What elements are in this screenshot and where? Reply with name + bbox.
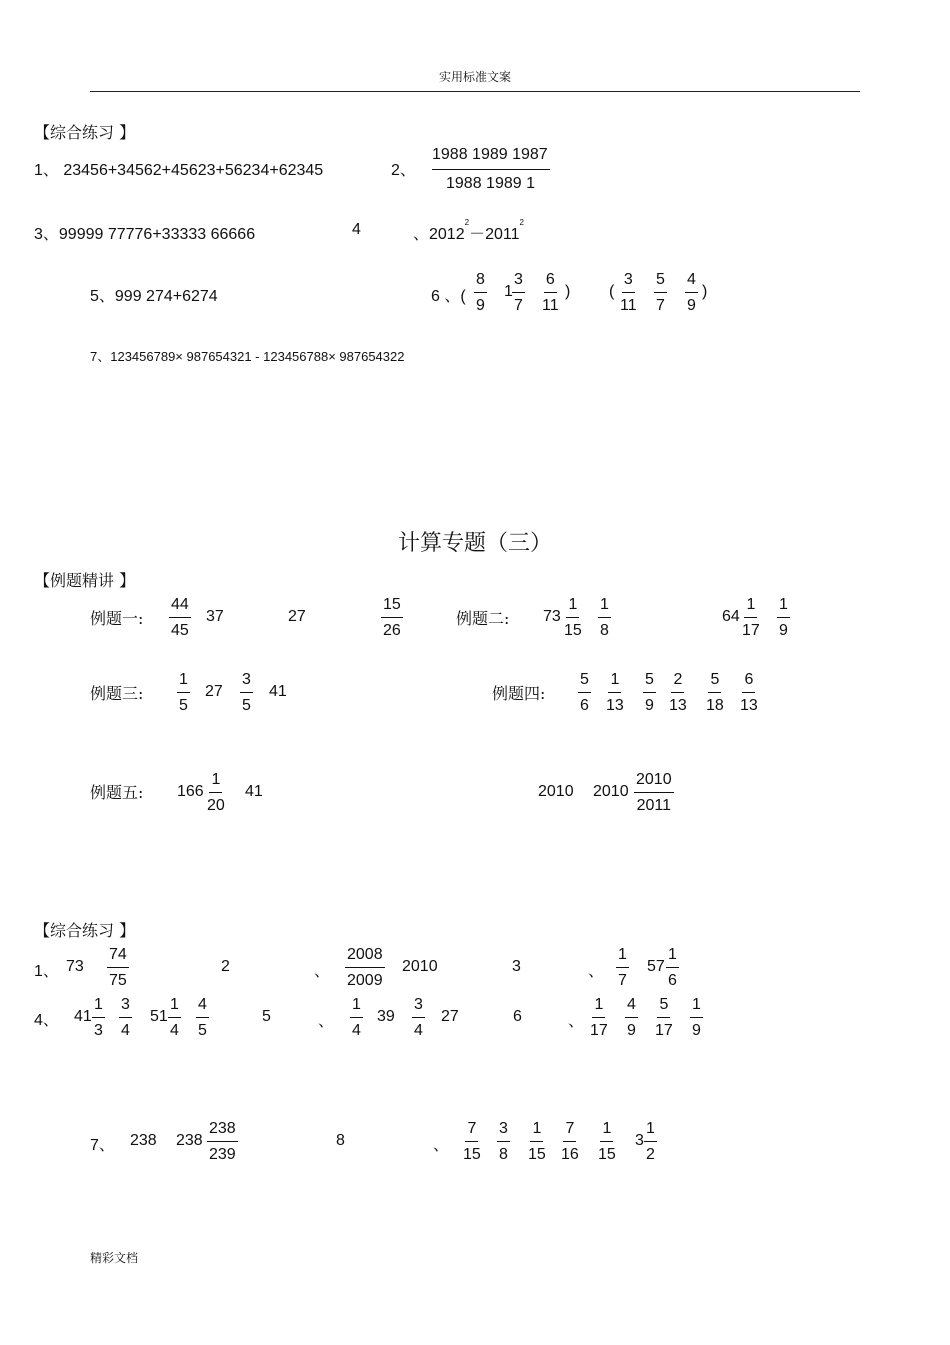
fraction-denominator: 2011 <box>636 797 671 814</box>
fraction-denominator: 15 <box>463 1146 481 1163</box>
fraction-numerator: 4 <box>196 995 209 1018</box>
fraction <box>119 995 132 1041</box>
number: 27 <box>288 608 306 625</box>
fraction-numerator: 238 <box>207 1119 238 1142</box>
fraction-numerator: 5 <box>657 995 670 1018</box>
problem-5: 5、999 274+6274 <box>90 288 218 305</box>
fraction <box>345 945 385 991</box>
fraction-denominator: 4 <box>170 1022 179 1039</box>
problem-6-label: 6 、( <box>431 288 466 305</box>
fraction <box>168 995 181 1041</box>
fraction-denominator: 15 <box>598 1146 616 1163</box>
fraction-numerator: 3 <box>119 995 132 1018</box>
question-2-label: 2 <box>221 958 230 975</box>
fraction-numerator: 2 <box>671 670 684 693</box>
fraction-numerator: 1 <box>92 995 105 1018</box>
fraction <box>177 670 190 716</box>
example-4-label: 例题四: <box>492 684 546 703</box>
fraction-denominator: 8 <box>499 1146 508 1163</box>
fraction-denominator: 20 <box>207 797 225 814</box>
fraction-numerator: 1 <box>530 1119 543 1142</box>
page-header: 实用标准文案 <box>438 70 511 84</box>
fraction-numerator: 1 <box>744 595 757 618</box>
fraction-denominator: 2 <box>646 1146 655 1163</box>
fraction <box>92 995 105 1041</box>
fraction-denominator: 13 <box>740 697 758 714</box>
number: 27 <box>441 1008 459 1025</box>
close-paren: ) <box>702 283 708 300</box>
fraction <box>561 1119 579 1165</box>
fraction-numerator: 3 <box>412 995 425 1018</box>
open-paren: ( <box>609 283 615 300</box>
fraction <box>578 670 591 716</box>
problem-4-label: 4 <box>352 221 361 238</box>
fraction-denominator: 15 <box>528 1146 546 1163</box>
fraction <box>598 595 611 641</box>
fraction-numerator: 8 <box>474 270 487 293</box>
fraction-numerator: 1988 1989 1987 <box>432 145 550 170</box>
fraction-numerator: 3 <box>622 270 635 293</box>
number: 238 <box>130 1132 157 1149</box>
fraction-numerator: 4 <box>625 995 638 1018</box>
question-4-label: 4、 <box>34 1012 59 1029</box>
fraction-numerator: 1 <box>598 595 611 618</box>
fraction <box>690 995 703 1041</box>
fraction-numerator: 2008 <box>345 945 385 968</box>
number: 37 <box>206 608 224 625</box>
fraction <box>590 995 608 1041</box>
fraction <box>196 995 209 1041</box>
header-rule <box>90 91 860 92</box>
page-title: 计算专题（三） <box>397 531 552 556</box>
fraction <box>169 595 191 641</box>
fraction <box>107 945 129 991</box>
number: 2010 <box>402 958 438 975</box>
fraction-numerator: 5 <box>708 670 721 693</box>
fraction <box>528 1119 546 1165</box>
whole-number: 1 <box>504 283 513 300</box>
question-7-label: 7、 <box>90 1137 115 1154</box>
fraction-numerator: 3 <box>512 270 525 293</box>
fraction-denominator: 9 <box>692 1022 701 1039</box>
fraction-denominator: 8 <box>600 622 609 639</box>
fraction <box>207 770 225 816</box>
fraction-denominator: 26 <box>383 622 401 639</box>
fraction-denominator: 6 <box>580 697 589 714</box>
problem-7: 7、123456789× 987654321 - 123456788× 987654322 <box>90 349 405 364</box>
question-1-label: 1、 <box>34 963 59 980</box>
fraction-denominator: 4 <box>121 1022 130 1039</box>
whole-number: 64 <box>722 608 740 625</box>
whole-number: 73 <box>543 608 561 625</box>
fraction <box>620 270 637 316</box>
fraction <box>598 1119 616 1165</box>
number: 41 <box>245 783 263 800</box>
fraction <box>742 595 760 641</box>
fraction-numerator: 5 <box>654 270 667 293</box>
fraction <box>412 995 425 1041</box>
exponent: 2 <box>464 218 470 227</box>
fraction-numerator: 1 <box>350 995 363 1018</box>
problem-4-base2: －2011 <box>469 226 520 243</box>
fraction-numerator: 74 <box>107 945 129 968</box>
fraction-numerator: 1 <box>592 995 605 1018</box>
fraction <box>666 945 679 991</box>
fraction-denominator: 18 <box>706 697 724 714</box>
fraction-numerator: 1 <box>168 995 181 1018</box>
fraction-denominator: 1988 1989 1 <box>446 175 535 192</box>
exponent: 2 <box>519 218 524 227</box>
fraction-numerator: 1 <box>777 595 790 618</box>
question-8-label: 8 <box>336 1132 345 1149</box>
fraction-numerator: 1 <box>566 595 579 618</box>
fraction-denominator: 9 <box>476 297 485 314</box>
fraction <box>625 995 638 1041</box>
fraction-denominator: 5 <box>242 697 251 714</box>
question-6-label: 6 <box>513 1008 522 1025</box>
fraction <box>606 670 624 716</box>
fraction <box>669 670 687 716</box>
fraction <box>706 670 724 716</box>
fraction-denominator: 3 <box>94 1022 103 1039</box>
fraction-denominator: 6 <box>668 972 677 989</box>
fraction-numerator: 4 <box>685 270 698 293</box>
fraction <box>740 670 758 716</box>
fraction-numerator: 1 <box>177 670 190 693</box>
example-3-label: 例题三: <box>90 684 144 703</box>
fraction-denominator: 9 <box>645 697 654 714</box>
fraction-denominator: 17 <box>655 1022 673 1039</box>
fraction <box>616 945 629 991</box>
fraction-numerator: 1 <box>644 1119 657 1142</box>
number: 27 <box>205 683 223 700</box>
section-heading-examples: 【例题精讲 】 <box>34 571 136 590</box>
fraction-numerator: 7 <box>465 1119 478 1142</box>
fraction <box>512 270 525 316</box>
fraction-denominator: 2009 <box>347 972 383 989</box>
question-3-label: 3 <box>512 958 521 975</box>
close-paren: ) <box>565 283 571 300</box>
fraction <box>497 1119 510 1165</box>
fraction-denominator: 239 <box>209 1146 236 1163</box>
whole-number: 41 <box>74 1008 92 1025</box>
fraction-numerator: 6 <box>544 270 557 293</box>
whole-number: 51 <box>150 1008 168 1025</box>
number: 39 <box>377 1008 395 1025</box>
separator: 、 <box>318 1013 335 1030</box>
separator: 、 <box>588 963 605 980</box>
problem-2-fraction <box>432 145 550 194</box>
question-5-label: 5 <box>262 1008 271 1025</box>
fraction-numerator: 1 <box>600 1119 613 1142</box>
fraction <box>474 270 487 316</box>
fraction-numerator: 5 <box>578 670 591 693</box>
fraction <box>240 670 253 716</box>
fraction-numerator: 7 <box>563 1119 576 1142</box>
problem-4-expression <box>413 218 524 244</box>
fraction-denominator: 9 <box>687 297 696 314</box>
fraction-denominator: 75 <box>109 972 127 989</box>
section-heading-practice-2: 【综合练习 】 <box>34 921 136 940</box>
fraction-numerator: 2010 <box>634 770 674 793</box>
whole-number: 238 <box>176 1132 203 1149</box>
whole-number: 73 <box>66 958 84 975</box>
whole-number: 57 <box>647 958 665 975</box>
fraction <box>564 595 582 641</box>
fraction-denominator: 11 <box>542 297 559 314</box>
fraction-denominator: 45 <box>171 622 189 639</box>
fraction-numerator: 1 <box>690 995 703 1018</box>
fraction-denominator: 7 <box>618 972 627 989</box>
fraction <box>542 270 559 316</box>
example-1-label: 例题一: <box>90 609 144 628</box>
fraction-numerator: 1 <box>209 770 222 793</box>
separator: 、 <box>568 1013 585 1030</box>
fraction-numerator: 3 <box>240 670 253 693</box>
fraction-numerator: 3 <box>497 1119 510 1142</box>
example-2-label: 例题二: <box>456 609 510 628</box>
fraction <box>381 595 403 641</box>
problem-3: 3、99999 77776+33333 66666 <box>34 226 256 243</box>
fraction-denominator: 9 <box>779 622 788 639</box>
fraction-denominator: 7 <box>656 297 665 314</box>
fraction-denominator: 5 <box>198 1022 207 1039</box>
fraction-numerator: 1 <box>666 945 679 968</box>
fraction-numerator: 44 <box>169 595 191 618</box>
fraction <box>207 1119 238 1165</box>
fraction <box>644 1119 657 1165</box>
fraction <box>777 595 790 641</box>
problem-4-base1: 、2012 <box>413 226 465 243</box>
page-footer: 精彩文档 <box>90 1251 139 1265</box>
problem-1: 1、 23456+34562+45623+56234+62345 <box>34 162 324 179</box>
fraction-denominator: 17 <box>590 1022 608 1039</box>
whole-number: 3 <box>635 1132 644 1149</box>
fraction <box>655 995 673 1041</box>
fraction-denominator: 16 <box>561 1146 579 1163</box>
fraction <box>350 995 363 1041</box>
fraction-numerator: 5 <box>643 670 656 693</box>
fraction-denominator: 13 <box>669 697 687 714</box>
fraction-denominator: 4 <box>414 1022 423 1039</box>
fraction-denominator: 13 <box>606 697 624 714</box>
fraction-denominator: 7 <box>514 297 523 314</box>
fraction-denominator: 15 <box>564 622 582 639</box>
fraction-denominator: 9 <box>627 1022 636 1039</box>
fraction-numerator: 1 <box>608 670 621 693</box>
separator: 、 <box>314 963 331 980</box>
fraction-numerator: 6 <box>742 670 755 693</box>
fraction <box>634 770 674 816</box>
fraction <box>654 270 667 316</box>
fraction-denominator: 17 <box>742 622 760 639</box>
fraction-denominator: 11 <box>620 297 637 314</box>
fraction-denominator: 4 <box>352 1022 361 1039</box>
fraction <box>463 1119 481 1165</box>
fraction-numerator: 15 <box>381 595 403 618</box>
fraction-denominator: 5 <box>179 697 188 714</box>
section-heading-practice-1: 【综合练习 】 <box>34 123 136 142</box>
number: 41 <box>269 683 287 700</box>
fraction <box>643 670 656 716</box>
number: 2010 <box>538 783 574 800</box>
whole-number: 166 <box>177 783 204 800</box>
fraction <box>685 270 698 316</box>
problem-2-label: 2、 <box>391 162 416 179</box>
separator: 、 <box>433 1137 450 1154</box>
whole-number: 2010 <box>593 783 629 800</box>
fraction-numerator: 1 <box>616 945 629 968</box>
example-5-label: 例题五: <box>90 783 144 802</box>
